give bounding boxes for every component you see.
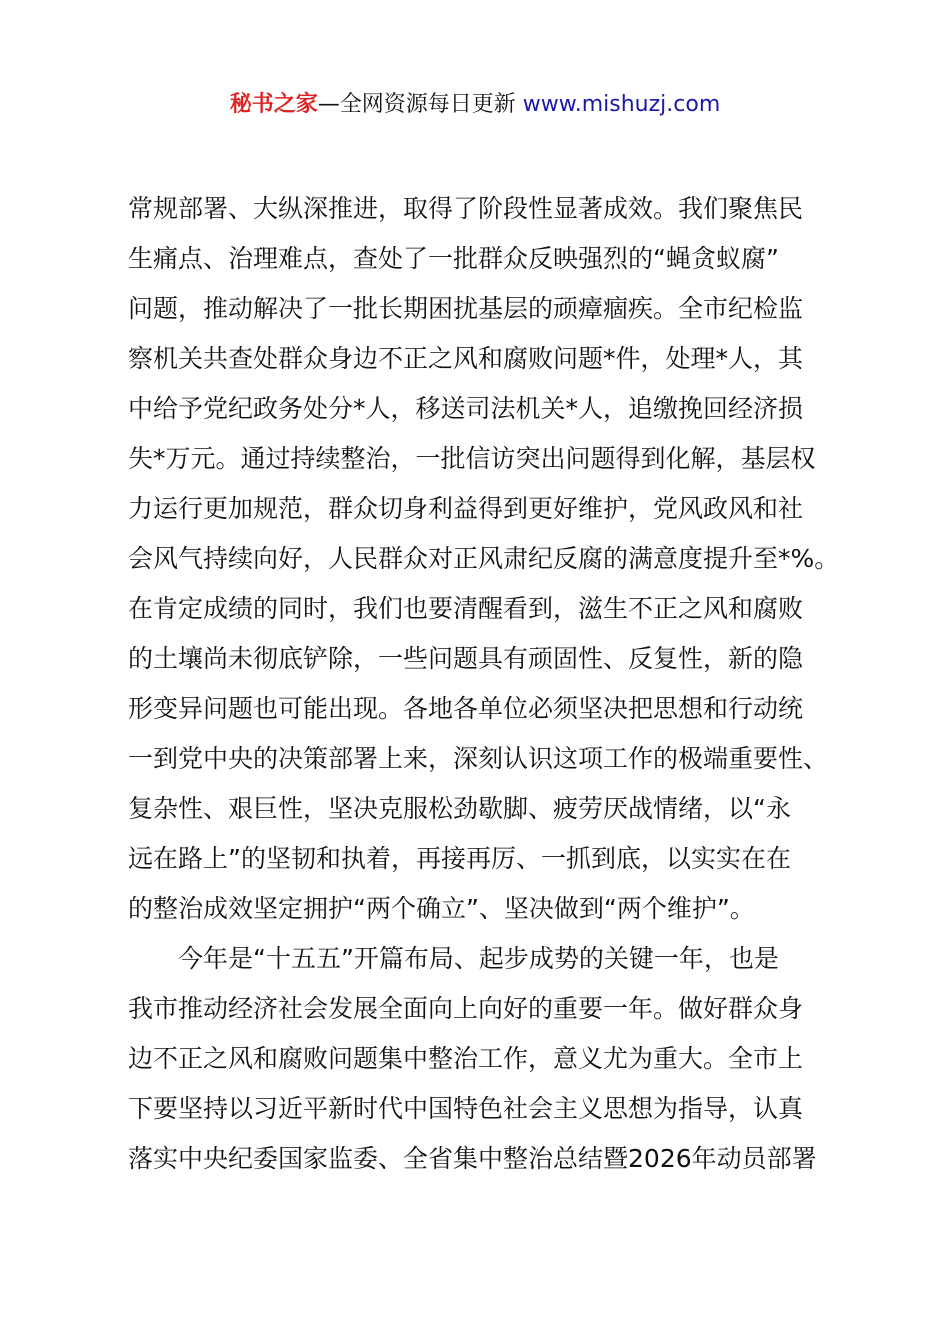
document-body: [128, 184, 840, 1184]
text-line: 常规部署、大纵深推进，取得了阶段性显著成效。我们聚焦民: [128, 194, 804, 223]
text-line: 远在路上”的坚韧和执着，再接再厉、一抓到底，以实实在在: [128, 844, 791, 873]
text-line: 一到党中央的决策部署上来，深刻认识这项工作的极端重要性、: [128, 744, 829, 773]
text-line: 问题，推动解决了一批长期困扰基层的顽瘴痼疾。全市纪检监: [128, 294, 804, 323]
text-line: 会风气持续向好，人民群众对正风肃纪反腐的满意度提升至*%。: [128, 544, 840, 573]
text-line: 失*万元。通过持续整治，一批信访突出问题得到化解，基层权: [128, 444, 816, 473]
text-line: 我市推动经济社会发展全面向上向好的重要一年。做好群众身: [128, 994, 804, 1023]
text-line: 复杂性、艰巨性，坚决克服松劲歇脚、疲劳厌战情绪，以“永: [128, 794, 791, 823]
paragraph-1: [128, 184, 840, 934]
text-line: 下要坚持以习近平新时代中国特色社会主义思想为指导，认真: [128, 1094, 804, 1123]
text-line: 落实中央纪委国家监委、全省集中整治总结暨2026年动员部署: [128, 1144, 817, 1173]
text-line: 在肯定成绩的同时，我们也要清醒看到，滋生不正之风和腐败: [128, 594, 804, 623]
paragraph-2: [128, 934, 840, 1184]
site-header: [0, 88, 950, 122]
header-tagline: —全网资源每日更新: [317, 92, 523, 117]
text-line: 形变异问题也可能出现。各地各单位必须坚决把思想和行动统: [128, 694, 804, 723]
text-line: 的整治成效坚定拥护“两个确立”、坚决做到“两个维护”。: [128, 894, 755, 923]
text-line: 中给予党纪政务处分*人，移送司法机关*人，追缴挽回经济损: [128, 394, 804, 423]
site-url-link[interactable]: www.mishuzj.com: [522, 92, 721, 117]
text-line: 察机关共查处群众身边不正之风和腐败问题*件，处理*人，其: [128, 344, 804, 373]
brand-name: 秘书之家: [229, 92, 318, 117]
text-line: 生痛点、治理难点，查处了一批群众反映强烈的“蝇贪蚁腐”: [128, 244, 779, 273]
text-line: 力运行更加规范，群众切身利益得到更好维护，党风政风和社: [128, 494, 804, 523]
text-line: 边不正之风和腐败问题集中整治工作，意义尤为重大。全市上: [128, 1044, 804, 1073]
text-line: 今年是“十五五”开篇布局、起步成势的关键一年，也是: [178, 944, 779, 973]
text-line: 的土壤尚未彻底铲除，一些问题具有顽固性、反复性，新的隐: [128, 644, 804, 673]
